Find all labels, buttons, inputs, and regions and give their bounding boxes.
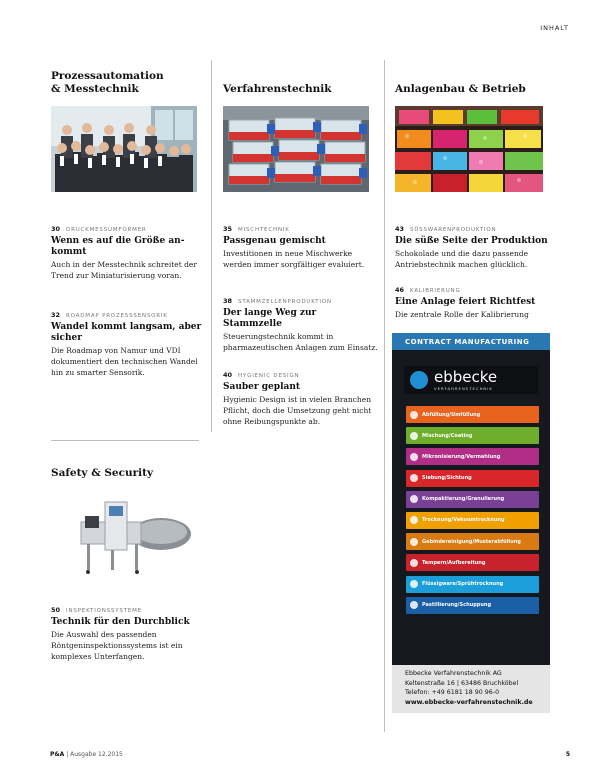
ad-brand: ebbecke — [434, 367, 498, 386]
article-teaser: Steuerungstechnik kommt in pharmazeutischen Anlagen zum Einsatz. — [223, 332, 378, 352]
service-icon — [410, 474, 418, 482]
ad-service-item — [406, 406, 539, 423]
article-page: 40 — [223, 371, 233, 379]
ebbecke-logo-icon — [410, 371, 428, 389]
service-icon — [410, 453, 418, 461]
service-label: Gebindereinigung/Musterabfüllung — [422, 538, 521, 545]
article-page: 32 — [51, 311, 61, 319]
article-title[interactable]: Sauber geplant — [223, 382, 301, 392]
service-label: Kompaktierung/Granulierung — [422, 496, 505, 503]
article-title[interactable]: Wandel kommt langsam, aber sicher — [51, 322, 202, 343]
ad-service-item — [406, 576, 539, 593]
ebbecke-logo — [404, 366, 538, 394]
inspection-machine-photo — [51, 492, 197, 578]
ad-website-link[interactable]: www.ebbecke-verfahrenstechnik.de — [405, 698, 533, 706]
article-item[interactable] — [395, 286, 550, 320]
article-kicker: KALIBRIERUNG — [410, 288, 461, 294]
group-photo — [51, 106, 197, 192]
service-label: Flüssigware/Sprühtrocknung — [422, 581, 504, 587]
article-title[interactable]: Wenn es auf die Größe an-kommt — [51, 236, 185, 257]
ad-contact — [392, 665, 550, 713]
section-divider — [51, 440, 199, 441]
article-kicker: HYGIENIC DESIGN — [238, 373, 300, 379]
column-divider — [384, 60, 385, 732]
service-icon — [410, 538, 418, 546]
service-label: Siebung/Sichtung — [422, 475, 472, 482]
ad-service-item — [406, 597, 539, 614]
ad-service-item — [406, 554, 539, 571]
article-kicker: STAMMZELLENPRODUKTION — [238, 299, 332, 305]
service-label: Abfüllung/Umfüllung — [422, 411, 481, 418]
service-icon — [410, 495, 418, 503]
ad-service-item — [406, 491, 539, 508]
ad-banner: CONTRACT MANUFACTURING — [392, 333, 550, 350]
footer-issue-text: Ausgabe 12.2015 — [70, 751, 123, 758]
article-page: 46 — [395, 286, 405, 294]
article-item[interactable] — [223, 225, 378, 270]
article-title[interactable]: Die süße Seite der Produktion — [395, 236, 548, 246]
article-teaser: Die zentrale Rolle der Kalibrierung — [395, 310, 529, 319]
section-label: INHALT — [540, 24, 569, 32]
article-title[interactable]: Passgenau gemischt — [223, 236, 326, 246]
lab-flasks-photo — [223, 106, 369, 192]
service-icon — [410, 411, 418, 419]
article-kicker: DRUCKMESSUMFORMER — [66, 227, 147, 233]
footer-brand: P&A — [50, 751, 65, 758]
article-kicker: INSPEKTIONSSYSTEME — [66, 608, 142, 614]
section-title-safety: Safety & Security — [51, 467, 154, 479]
service-icon — [410, 432, 418, 440]
article-teaser: Schokolade und die dazu passende Antriebstechnik machen glücklich. — [395, 249, 529, 269]
article-teaser: Die Auswahl des passenden Röntgeninspektionssystems ist ein komplexes Unterfangen. — [51, 630, 183, 661]
footer-issue: P&A | Ausgabe 12.2015 — [50, 751, 123, 758]
section-title-verfahrenstechnik: Verfahrenstechnik — [223, 83, 332, 95]
article-item[interactable] — [51, 606, 206, 662]
article-kicker: MISCHTECHNIK — [238, 227, 290, 233]
article-item[interactable] — [51, 311, 206, 378]
service-icon — [410, 580, 418, 588]
article-title[interactable]: Technik für den Durchblick — [51, 617, 190, 627]
section-title-anlagenbau: Anlagenbau & Betrieb — [395, 83, 526, 95]
service-icon — [410, 601, 418, 609]
article-title[interactable]: Der lange Weg zur Stammzelle — [223, 308, 317, 329]
service-icon — [410, 559, 418, 567]
article-page: 50 — [51, 606, 61, 614]
ad-phone: Telefon: +49 6181 18 90 96-0 — [405, 689, 500, 696]
ad-service-item — [406, 448, 539, 465]
article-item[interactable] — [223, 371, 378, 427]
article-teaser: Die Roadmap von Namur und VDI dokumentiert den technischen Wandel hin zu smarter Sensorik. — [51, 346, 198, 377]
ad-service-item — [406, 512, 539, 529]
article-page: 30 — [51, 225, 61, 233]
service-label: Trocknung/Vakuumtrocknung — [422, 517, 505, 524]
column-divider — [211, 60, 212, 432]
article-page: 38 — [223, 297, 233, 305]
article-kicker: ROADMAP PROZESSSENSORIK — [66, 313, 168, 319]
service-label: Pastillierung/Schuppung — [422, 602, 492, 609]
ad-company: Ebbecke Verfahrenstechnik AG — [405, 670, 502, 677]
article-title[interactable]: Eine Anlage feiert Richtfest — [395, 297, 536, 307]
ad-service-item — [406, 470, 539, 487]
service-label: Mikronisierung/Vermahlung — [422, 453, 501, 460]
ad-brand-sub: VERFAHRENSTECHNIK — [434, 385, 493, 391]
article-item[interactable] — [51, 225, 206, 281]
article-teaser: Investitionen in neue Mischwerke werden immer sorgfältiger evaluiert. — [223, 249, 365, 269]
ad-service-item — [406, 533, 539, 550]
candy-photo — [395, 106, 543, 192]
section-title-prozessautomation: Prozessautomation & Messtechnik — [51, 70, 164, 95]
article-item[interactable] — [223, 297, 378, 353]
article-kicker: SÜSSWARENPRODUKTION — [410, 227, 497, 233]
article-item[interactable] — [395, 225, 550, 270]
service-icon — [410, 516, 418, 524]
ad-service-list — [406, 406, 539, 618]
article-teaser: Hygienic Design ist in vielen Branchen Pflicht, doch die Umsetzung geht nicht ohne Reibungspunkte ab. — [223, 395, 372, 426]
article-page: 35 — [223, 225, 233, 233]
article-page: 43 — [395, 225, 405, 233]
ad-address: Keltenstraße 16 | 63486 Bruchköbel — [405, 679, 519, 687]
service-label: Mischung/Coating — [422, 432, 473, 439]
service-label: Tempern/Aufbereitung — [422, 559, 486, 566]
ebbecke-advertisement[interactable] — [392, 333, 550, 713]
ad-service-item — [406, 427, 539, 444]
article-teaser: Auch in der Messtechnik schreitet der Trend zur Miniaturisierung voran. — [51, 260, 197, 280]
page-number: 5 — [565, 751, 570, 758]
